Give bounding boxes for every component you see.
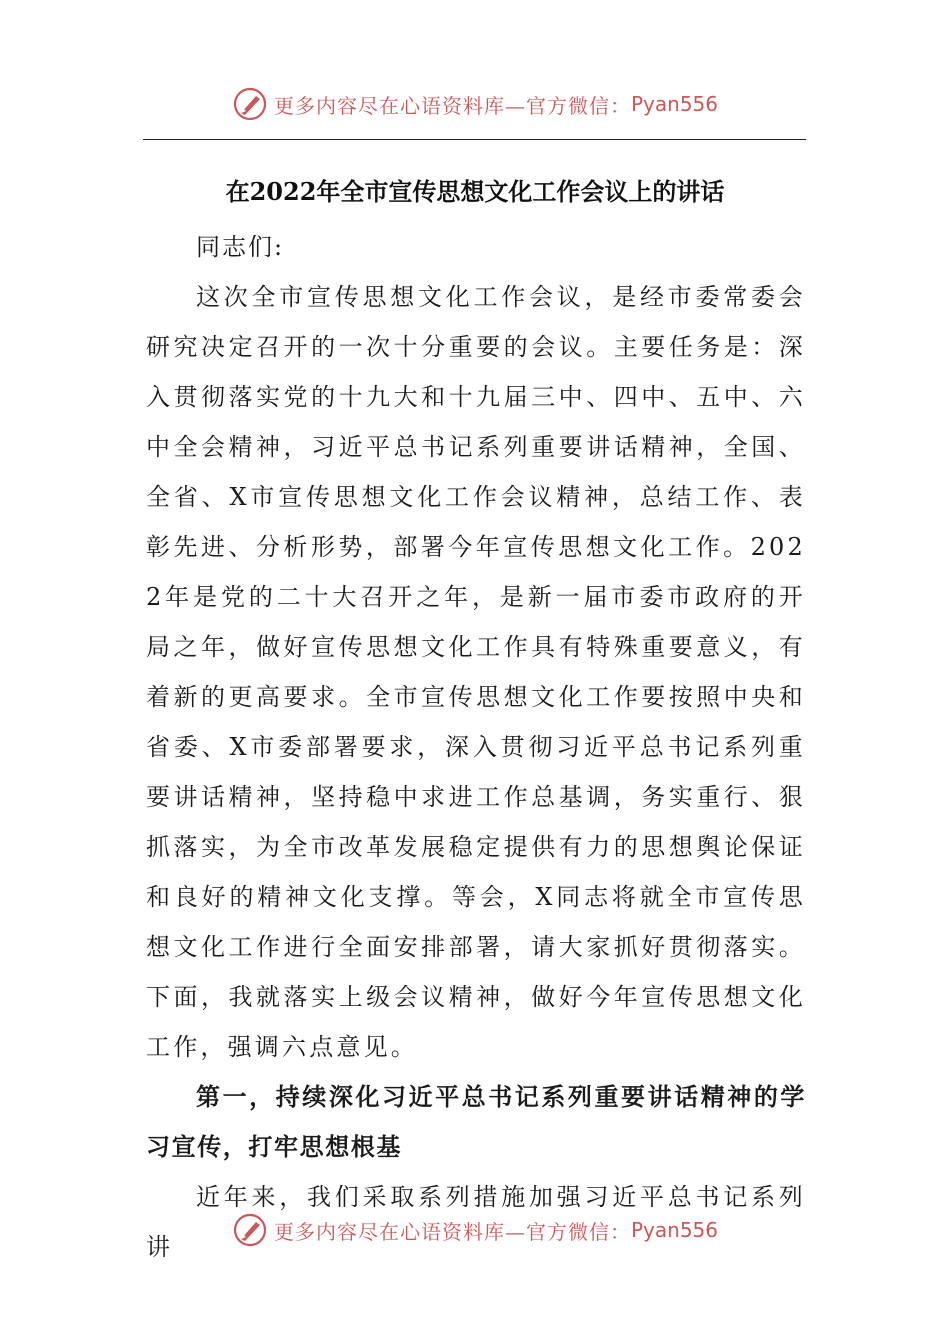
document-body (146, 222, 806, 1272)
footer-banner-wechat-id: Pyan556 (630, 1218, 718, 1242)
header-banner-wechat-id: Pyan556 (630, 92, 718, 116)
pen-logo-icon (232, 86, 268, 122)
footer-banner (0, 1210, 950, 1250)
section-paragraph: 近年来，我们采取系列措施加强习近平总书记系列讲 (146, 1183, 806, 1261)
footer-banner-text: 更多内容尽在心语资料库—官方微信： (273, 1219, 631, 1244)
pen-logo-icon (232, 1212, 268, 1248)
body-paragraph: 这次全市宣传思想文化工作会议，是经市委常委会研究决定召开的一次十分重要的会议。主要任务是：深入贯彻落实党的十九大和十九届三中、四中、五中、六中全会精神，习近平总书记系列重要讲话精神，全国、全省、X市宣传思想文化工作会议精神，总结工作、表彰先进、分析形势，部署今年宣传思想文化工作。2022年是党的二十大召开之年，是新一届市委市政府的开局之年，做好宣传思想文化工作具有特殊重要意义，有着新的更高要求。全市宣传思想文化工作要按照中央和省委、X市委部署要求，深入贯彻习近平总书记系列重要讲话精神，坚持稳中求进工作总基调，务实重行、狠抓落实，为全市改革发展稳定提供有力的思想舆论保证和良好的精神文化支撑。等会，X同志将就全市宣传思想文化工作进行全面安排部署，请大家抓好贯彻落实。下面，我就落实上级会议精神，做好今年宣传思想文化工作，强调六点意见。 (146, 283, 806, 1061)
salutation: 同志们: (196, 233, 285, 261)
header-divider (143, 139, 806, 140)
page-title: 在2022年全市宣传思想文化工作会议上的讲话 (225, 177, 725, 206)
section-heading: 第一，持续深化习近平总书记系列重要讲话精神的学习宣传，打牢思想根基 (146, 1083, 806, 1161)
header-banner (0, 84, 950, 124)
header-banner-text: 更多内容尽在心语资料库—官方微信： (273, 93, 631, 118)
